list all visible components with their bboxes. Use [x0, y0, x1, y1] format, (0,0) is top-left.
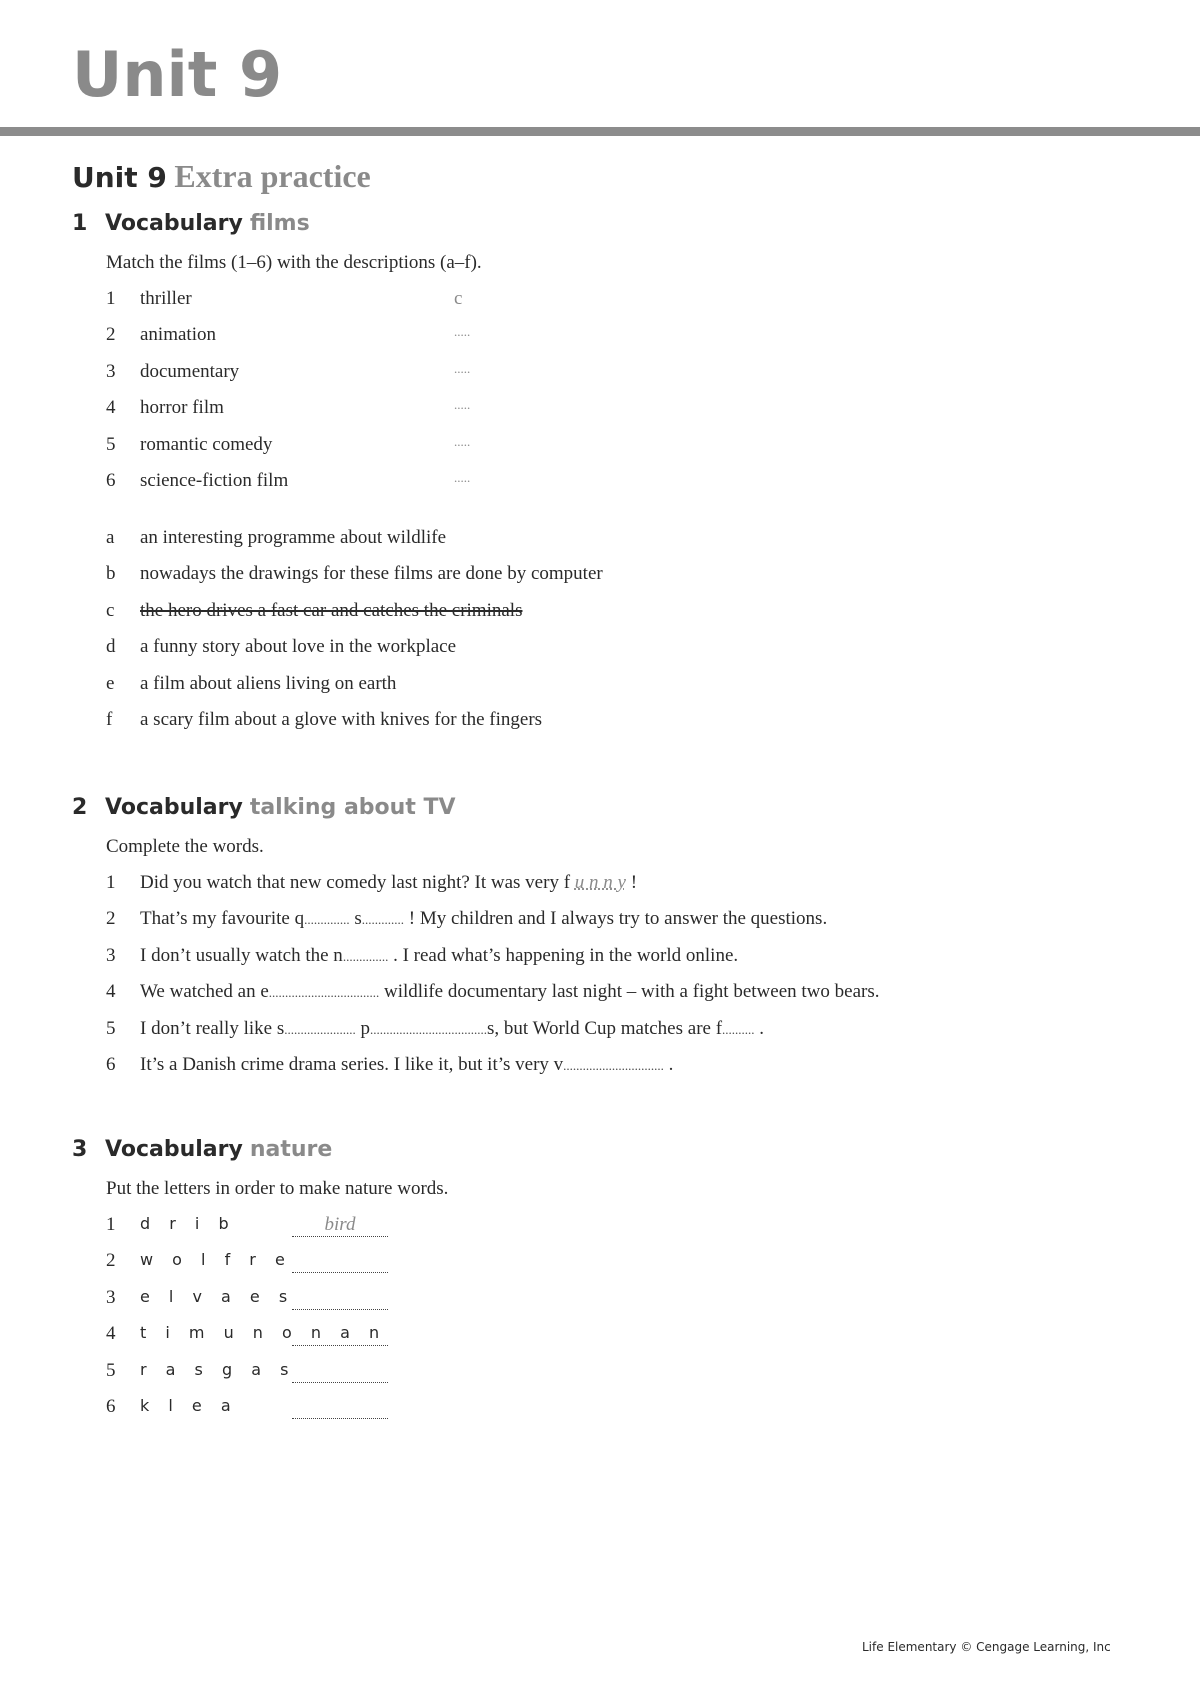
section-keyword: Vocabulary	[105, 795, 243, 820]
scrambled-letters: r a s g a s	[140, 1360, 296, 1379]
film-answer[interactable]: .....	[454, 361, 471, 376]
item-index: 3	[106, 945, 116, 966]
item-index: a	[106, 527, 115, 548]
sentence-part: wildlife documentary last night – with a fight between two bears.	[379, 981, 880, 1002]
answer-field[interactable]	[292, 1323, 388, 1346]
section-keyword: Vocabulary	[105, 211, 243, 236]
sentence-part: p	[355, 1018, 370, 1039]
section-topic: talking about TV	[249, 795, 456, 820]
section-number: 2	[72, 795, 88, 820]
film-name: horror film	[140, 397, 224, 418]
item-index: f	[106, 709, 113, 730]
example-answer[interactable]: u n n y	[574, 872, 626, 893]
answer-field[interactable]	[292, 1287, 388, 1310]
item-index: b	[106, 563, 116, 584]
answer-field[interactable]: bird	[292, 1214, 388, 1237]
section-2-instruction: Complete the words.	[106, 836, 264, 857]
item-index: 1	[106, 1214, 116, 1235]
item-index: 1	[106, 872, 116, 893]
scrambled-letters: k l e a	[140, 1396, 238, 1415]
item-index: 5	[106, 1360, 116, 1381]
item-index: e	[106, 673, 115, 694]
section-3-title	[72, 1137, 332, 1162]
film-name: documentary	[140, 361, 240, 382]
blank[interactable]: ....................................	[369, 1022, 487, 1037]
blank[interactable]: ..................................	[268, 985, 380, 1000]
answer-field[interactable]	[292, 1360, 388, 1383]
film-name: animation	[140, 324, 216, 345]
blank[interactable]: ..............	[304, 912, 350, 927]
sentence-part: .	[754, 1018, 765, 1039]
blank[interactable]: ..........	[722, 1022, 755, 1037]
film-answer[interactable]: c	[454, 288, 463, 309]
scrambled-letters: d r i b	[140, 1214, 236, 1233]
film-name: romantic comedy	[140, 434, 273, 455]
scrambled-letters: w o l f r e	[140, 1250, 292, 1269]
sentence-part: I don’t really like s	[140, 1018, 285, 1039]
item-index: 2	[106, 908, 116, 929]
sentence-part: Did you watch that new comedy last night? It was very f	[140, 872, 575, 893]
item-index: 6	[106, 1396, 116, 1417]
item-index: 4	[106, 1323, 116, 1344]
description-text: a film about aliens living on earth	[140, 673, 397, 694]
blank[interactable]: ......................	[284, 1022, 356, 1037]
sentence-part: It’s a Danish crime drama series. I like it, but it’s very v	[140, 1054, 564, 1075]
film-answer[interactable]: .....	[454, 470, 471, 485]
item-index: 2	[106, 1250, 116, 1271]
film-answer[interactable]: .....	[454, 397, 471, 412]
item-index: 6	[106, 470, 116, 491]
header-rule	[0, 127, 1200, 136]
answer-field[interactable]	[292, 1396, 388, 1419]
scrambled-letters: e l v a e s	[140, 1287, 295, 1306]
page-title-extra: Extra practice	[174, 158, 371, 194]
description-text: an interesting programme about wildlife	[140, 527, 447, 548]
sentence-part: That’s my favourite q	[140, 908, 305, 929]
sentence	[140, 1054, 673, 1076]
item-index: 3	[106, 361, 116, 382]
blank[interactable]: ...............................	[563, 1058, 664, 1073]
sentence-part: s	[349, 908, 362, 929]
item-index: 1	[106, 288, 116, 309]
sentence	[140, 908, 827, 930]
blank[interactable]: .............	[361, 912, 405, 927]
item-index: d	[106, 636, 116, 657]
section-topic: films	[249, 211, 310, 236]
sentence-part: s, but World Cup matches are f	[486, 1018, 723, 1039]
footer-copyright: Life Elementary © Cengage Learning, Inc	[862, 1640, 1111, 1654]
item-index: 4	[106, 981, 116, 1002]
sentence-part: ! My children and I always try to answer the questions.	[404, 908, 828, 929]
description-text: a scary film about a glove with knives for the fingers	[140, 709, 543, 730]
item-index: 4	[106, 397, 116, 418]
section-1-instruction: Match the films (1–6) with the descriptions (a–f).	[106, 252, 482, 273]
item-index: 2	[106, 324, 116, 345]
item-index: c	[106, 600, 115, 621]
sentence	[140, 945, 738, 967]
section-keyword: Vocabulary	[105, 1137, 243, 1162]
item-index: 5	[106, 1018, 116, 1039]
description-text-crossed-out: the hero drives a fast car and catches the criminals	[140, 600, 523, 621]
sentence-part: I don’t usually watch the n	[140, 945, 343, 966]
page-title-unit: Unit 9	[72, 161, 167, 194]
film-answer[interactable]: .....	[454, 324, 471, 339]
unit-header: Unit 9	[72, 38, 283, 111]
section-number: 3	[72, 1137, 88, 1162]
sentence	[140, 981, 879, 1003]
section-topic: nature	[249, 1137, 333, 1162]
item-index: 6	[106, 1054, 116, 1075]
item-index: 3	[106, 1287, 116, 1308]
sentence-part: !	[625, 872, 638, 893]
section-number: 1	[72, 211, 88, 236]
description-text: a funny story about love in the workplace	[140, 636, 457, 657]
film-name: thriller	[140, 288, 192, 309]
sentence	[140, 1018, 764, 1040]
sentence-part: .	[663, 1054, 674, 1075]
scrambled-letters: t i m u n o n a n	[140, 1323, 387, 1342]
section-3-instruction: Put the letters in order to make nature words.	[106, 1178, 449, 1199]
page-title	[72, 158, 371, 195]
section-2-title	[72, 795, 456, 820]
film-name: science-fiction film	[140, 470, 289, 491]
film-answer[interactable]: .....	[454, 434, 471, 449]
blank[interactable]: ..............	[342, 949, 389, 964]
item-index: 5	[106, 434, 116, 455]
description-text: nowadays the drawings for these films are done by computer	[140, 563, 603, 584]
sentence-part: We watched an e	[140, 981, 269, 1002]
sentence-part: . I read what’s happening in the world online.	[388, 945, 739, 966]
sentence	[140, 872, 637, 894]
answer-field[interactable]	[292, 1250, 388, 1273]
section-1-title	[72, 211, 310, 236]
